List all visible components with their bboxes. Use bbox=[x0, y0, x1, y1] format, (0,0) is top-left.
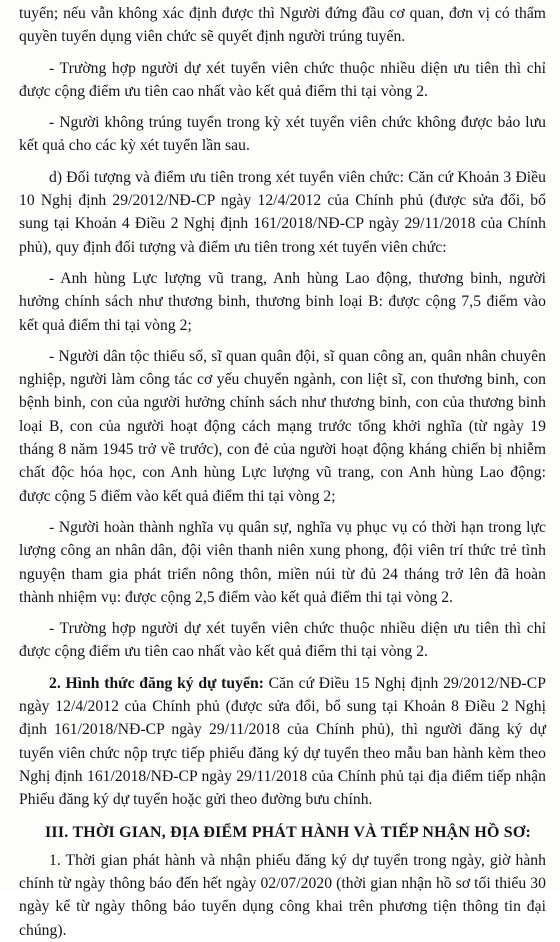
paragraph-ethnic-priority: - Người dân tộc thiểu số, sĩ quan quân đội, sĩ quan công an, quân nhân chuyên nghiệp, người làm công tác cơ yếu chuyển ngành, con liệt sĩ, con thương binh, con bệnh binh, con của người hưởng chính sách như thương binh, con của thương binh loại B, con của người hoạt động cách mạng trước tổng khởi nghĩa (từ ngày 19 tháng 8 năm 1945 trở về trước), con đẻ của người hoạt động kháng chiến bị nhiễm chất độc hóa học, con Anh hùng Lực lượng vũ trang, con Anh hùng Lao động: được cộng 5 điểm vào kết quả điểm thi tại vòng 2; bbox=[19, 347, 546, 505]
paragraph-multi-priority-repeat: - Trường hợp người dự xét tuyển viên chức thuộc nhiều diện ưu tiên thì chỉ được cộng điểm ưu tiên cao nhất vào kết quả điểm thi tại vòng 2. bbox=[19, 620, 546, 661]
paragraph-no-reserve: - Người không trúng tuyển trong kỳ xét tuyển viên chức không được bảo lưu kết quả cho các kỳ xét tuyển lần sau. bbox=[19, 114, 546, 155]
paragraph-military-priority: - Người hoàn thành nghĩa vụ quân sự, nghĩa vụ phục vụ có thời hạn trong lực lượng công an nhân dân, đội viên thanh niên xung phong, đội viên trí thức trẻ tình nguyện tham gia phát triển nông thôn, miền núi từ đủ 24 tháng trở lên đã hoàn thành nhiệm vụ: được cộng 2,5 điểm vào kết quả điểm thi tại vòng 2. bbox=[19, 518, 546, 606]
section-heading-iii: III. THỜI GIAN, ĐỊA ĐIỂM PHÁT HÀNH VÀ TIẾP NHẬN HỒ SƠ: bbox=[45, 823, 532, 841]
registration-form-body: Căn cứ Điều 15 Nghị định 29/2012/NĐ-CP ngày 12/4/2012 của Chính phủ (được sửa đổi, bổ sung tại Khoản 8 Điều 2 Nghị định 161/2018/NĐ-CP ngày 29/11/2018 của Chính phủ), thì người đăng ký dự tuyển viên chức nộp trực tiếp phiếu đăng ký dự tuyển theo mẫu ban hành kèm theo Nghị định 161/2018/NĐ-CP ngày 29/11/2018 của Chính phủ tại địa điểm tiếp nhận Phiếu đăng ký dự tuyển hoặc gửi theo đường bưu chính. bbox=[19, 674, 546, 809]
paragraph-continuation: tuyển; nếu vẫn không xác định được thì Người đứng đầu cơ quan, đơn vị có thẩm quyền tuyển dụng viên chức sẽ quyết định người trúng tuyển. bbox=[19, 5, 546, 46]
paragraph-hero-priority: - Anh hùng Lực lượng vũ trang, Anh hùng Lao động, thương binh, người hưởng chính sách như thương binh, thương binh loại B: được cộng 7,5 điểm vào kết quả điểm thi tại vòng 2; bbox=[19, 269, 546, 334]
paragraph-registration-form bbox=[19, 672, 546, 812]
paragraph-priority-subjects: d) Đối tượng và điểm ưu tiên trong xét tuyển viên chức: Căn cứ Khoản 3 Điều 10 Nghị định 29/2012/NĐ-CP ngày 12/4/2012 của Chính phủ (được sửa đổi, bổ sung tại Khoản 4 Điều 2 Nghị định 161/2018/NĐ-CP ngày 29/11/2018 của Chính phủ), quy định đối tượng và điểm ưu tiên trong xét tuyển viên chức: bbox=[19, 168, 546, 256]
paragraph-issue-time: 1. Thời gian phát hành và nhận phiếu đăng ký dự tuyển trong ngày, giờ hành chính từ ngày thông báo đến hết ngày 02/07/2020 (thời gian nhận hồ sơ tối thiểu 30 ngày kể từ ngày thông báo tuyển dụng công khai trên phương tiện thông tin đại chúng). bbox=[19, 851, 546, 939]
paragraph-multi-priority: - Trường hợp người dự xét tuyển viên chức thuộc nhiều diện ưu tiên thì chỉ được cộng điểm ưu tiên cao nhất vào kết quả điểm thi tại vòng 2. bbox=[19, 59, 546, 100]
registration-form-lead: 2. Hình thức đăng ký dự tuyển: bbox=[49, 674, 264, 692]
